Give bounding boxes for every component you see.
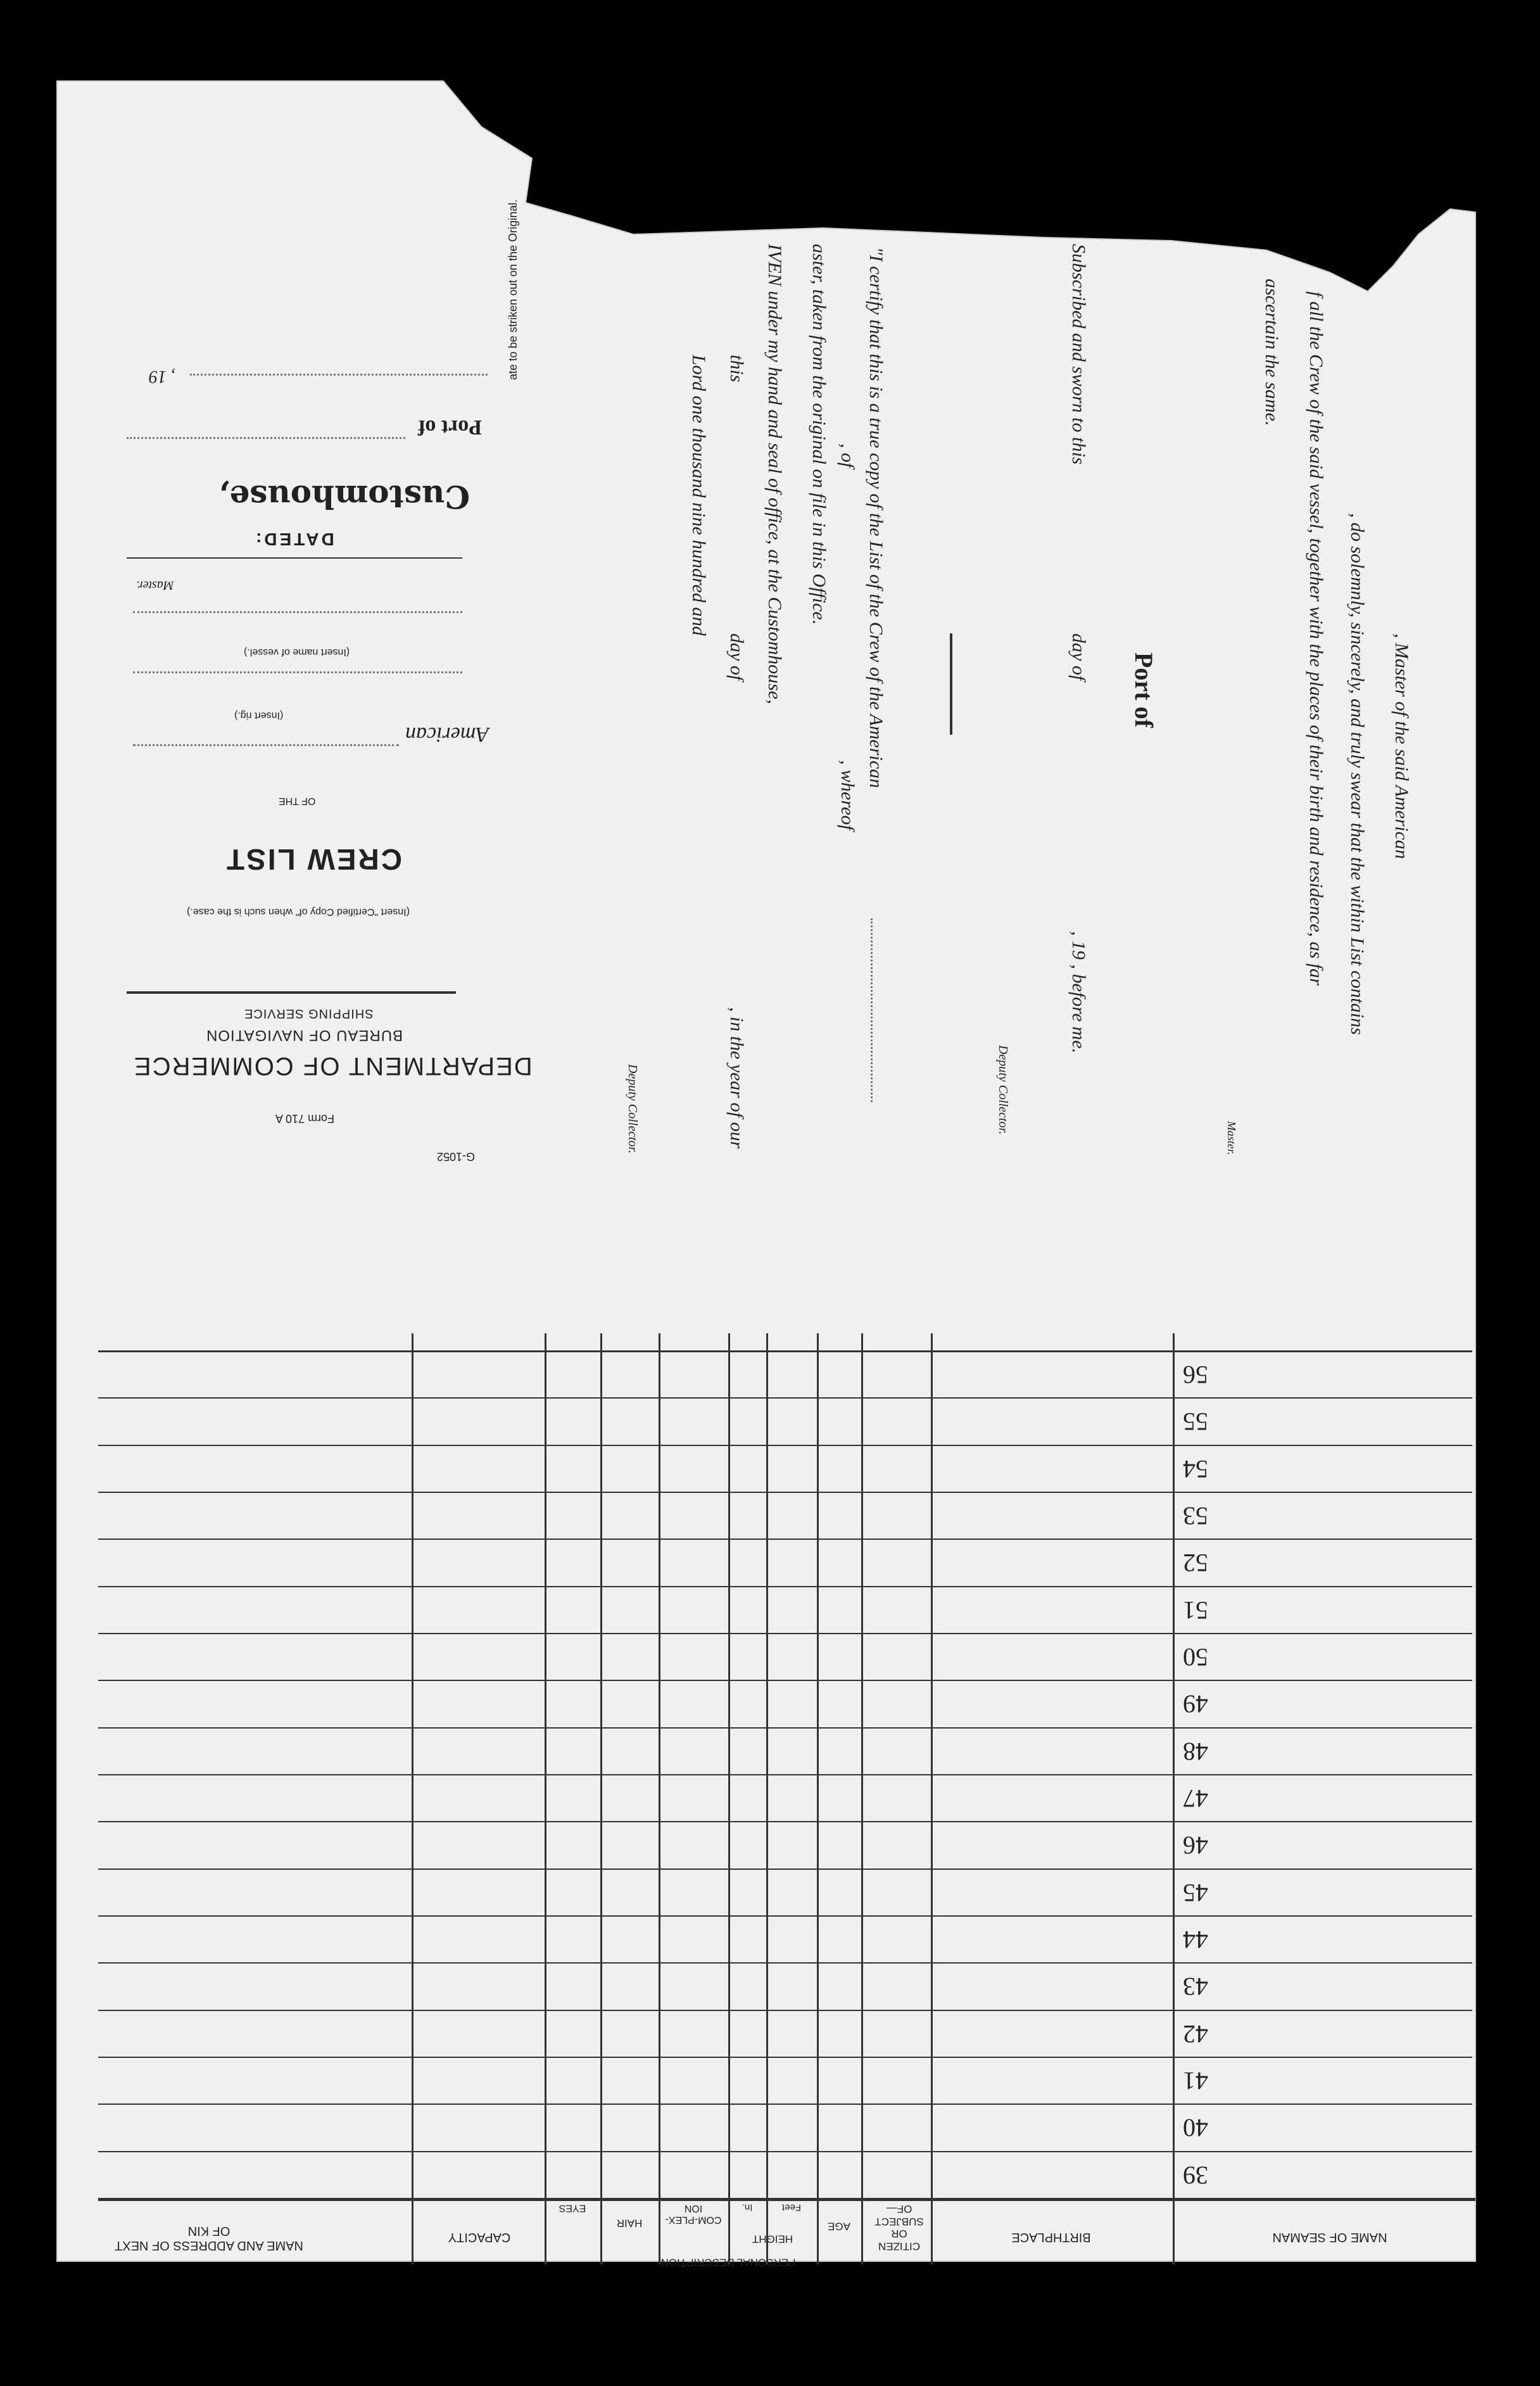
col-divider-birthplace bbox=[1173, 1333, 1175, 2264]
certify-of: , of bbox=[837, 443, 858, 468]
row-number: 39 bbox=[1183, 2161, 1208, 2190]
oath-day-of: day of bbox=[1068, 633, 1089, 681]
row-number: 41 bbox=[1183, 2067, 1208, 2095]
table-row bbox=[98, 1445, 1472, 1446]
header-complexion: COM-PLEX-ION bbox=[665, 2202, 722, 2225]
customhouse-label: Customhouse, bbox=[218, 478, 470, 516]
crew-list-title: CREW LIST bbox=[225, 843, 402, 876]
row-number: 55 bbox=[1183, 1407, 1208, 1436]
master-label: Master. bbox=[136, 578, 174, 592]
port-of-label: Port of bbox=[418, 416, 483, 439]
header-eyes: EYES bbox=[559, 2202, 586, 2214]
nineteen-label: , 19 bbox=[149, 367, 175, 386]
header-birthplace: BIRTHPLACE bbox=[1011, 2230, 1091, 2244]
row-number: 51 bbox=[1183, 1596, 1208, 1625]
oath-subscribed: Subscribed and sworn to this bbox=[1068, 244, 1089, 465]
table-row bbox=[98, 1821, 1472, 1822]
service-title: SHIPPING SERVICE bbox=[244, 1006, 374, 1020]
certify-line-4: IVEN under my hand and seal of office, at the Customhouse, bbox=[764, 244, 785, 704]
table-row bbox=[98, 2104, 1472, 2105]
oath-before-me: , 19 , before me. bbox=[1068, 931, 1089, 1054]
header-height: HEIGHT bbox=[752, 2233, 793, 2245]
oath-line-1: , Master of the said American bbox=[1391, 633, 1412, 860]
table-row bbox=[98, 1492, 1472, 1493]
table-row bbox=[98, 1633, 1472, 1634]
table-row bbox=[98, 1962, 1472, 1964]
row-number: 40 bbox=[1183, 2114, 1208, 2142]
table-row bbox=[98, 2010, 1472, 2011]
form-number: Form 710 A bbox=[275, 1112, 335, 1125]
col-divider-kin bbox=[412, 1333, 413, 2264]
dated-label: DATED: bbox=[253, 530, 334, 549]
insert-vessel-note: (Insert name of vessel.) bbox=[244, 647, 350, 657]
of-the-label: OF THE bbox=[279, 796, 316, 806]
rule-dated bbox=[127, 557, 462, 559]
table-row bbox=[98, 2151, 1472, 2152]
row-number: 47 bbox=[1183, 1784, 1208, 1813]
date-line bbox=[190, 374, 488, 376]
header-age: AGE bbox=[828, 2220, 850, 2233]
insert-rig-note: (Insert rig.) bbox=[234, 710, 284, 721]
row-number: 56 bbox=[1183, 1361, 1208, 1389]
col-divider-eyes bbox=[600, 1333, 602, 2264]
certify-year-of-our: , in the year of our bbox=[726, 1007, 747, 1149]
header-personal-description: PERSONAL DESCRIPTION bbox=[660, 2256, 796, 2269]
row-number: 48 bbox=[1183, 1737, 1208, 1766]
col-divider-citizen bbox=[931, 1333, 933, 2264]
form-code: G-1052 bbox=[437, 1150, 476, 1163]
certify-line-3: aster, taken from the original on file in this Office. bbox=[809, 244, 830, 625]
col-divider-height-in bbox=[766, 1333, 768, 2264]
certify-this: this bbox=[726, 355, 747, 383]
oath-line-2: , do solemnly, sincerely, and truly swear that the within List contains bbox=[1347, 513, 1368, 1035]
oath-line-4: ascertain the same. bbox=[1261, 279, 1282, 426]
certify-deputy-collector: Deputy Collector. bbox=[626, 1064, 640, 1154]
header-next-of-kin: NAME AND ADDRESS OF NEXT OF KIN bbox=[115, 2224, 303, 2252]
row-number: 53 bbox=[1183, 1502, 1208, 1530]
col-divider-capacity bbox=[545, 1333, 546, 2264]
department-title: DEPARTMENT OF COMMERCE bbox=[133, 1052, 533, 1080]
certify-line-1: "I certify that this is a true copy of the List of the Crew of the American bbox=[866, 247, 887, 789]
table-row bbox=[98, 2198, 1472, 2199]
row-number: 54 bbox=[1183, 1455, 1208, 1483]
header-feet: Feet bbox=[782, 2202, 802, 2213]
oath-master-label: Master. bbox=[1225, 1121, 1238, 1155]
row-number: 42 bbox=[1183, 2020, 1208, 2048]
header-citizen: CITIZEN OR SUBJECT OF— bbox=[874, 2203, 924, 2253]
rig-line bbox=[133, 744, 399, 746]
row-number: 49 bbox=[1183, 1690, 1208, 1718]
row-number: 45 bbox=[1183, 1879, 1208, 1907]
header-hair: HAIR bbox=[616, 2217, 643, 2230]
certify-divider bbox=[950, 633, 952, 735]
table-row bbox=[98, 1397, 1472, 1399]
row-number: 50 bbox=[1183, 1643, 1208, 1672]
table-row bbox=[98, 1869, 1472, 1870]
table-row bbox=[98, 1586, 1472, 1587]
vessel-name-line bbox=[133, 671, 462, 673]
header-inches: In. bbox=[742, 2202, 753, 2213]
col-divider-height-ft bbox=[817, 1333, 819, 2264]
certified-note: (Insert "Certified Copy of" when such is the case.) bbox=[187, 906, 410, 917]
table-top-rule bbox=[98, 1350, 1472, 1352]
oath-deputy-collector: Deputy Collector. bbox=[996, 1045, 1010, 1135]
col-divider-complexion bbox=[728, 1333, 730, 2264]
certify-day-of: day of bbox=[726, 633, 747, 681]
american-label: American bbox=[405, 723, 489, 746]
oath-line-3: f all the Crew of the said vessel, together with the places of their birth and residence, as far bbox=[1306, 291, 1327, 986]
master-line bbox=[133, 611, 462, 613]
table-row bbox=[98, 1539, 1472, 1540]
row-number: 43 bbox=[1183, 1972, 1208, 2001]
row-number: 44 bbox=[1183, 1926, 1208, 1954]
table-row bbox=[98, 2057, 1472, 2058]
certify-line-6: Lord one thousand nine hundred and bbox=[688, 355, 709, 636]
table-row bbox=[98, 1727, 1472, 1729]
bureau-title: BUREAU OF NAVIGATION bbox=[206, 1027, 403, 1044]
rule-double bbox=[127, 991, 456, 994]
col-divider-hair bbox=[659, 1333, 660, 2264]
table-row bbox=[98, 1915, 1472, 1917]
header-name-of-seaman: NAME OF SEAMAN bbox=[1272, 2230, 1387, 2244]
oath-port-of: Port of bbox=[1130, 652, 1158, 728]
row-number: 52 bbox=[1183, 1549, 1208, 1577]
header-capacity: CAPACITY bbox=[448, 2230, 511, 2244]
table-row bbox=[98, 1774, 1472, 1775]
table-row bbox=[98, 1680, 1472, 1681]
certify-whereof: , whereof bbox=[837, 760, 858, 830]
strike-note: ate to be striken out on the Original. bbox=[507, 199, 519, 380]
port-line bbox=[127, 437, 405, 439]
col-divider-age bbox=[861, 1333, 863, 2264]
row-number: 46 bbox=[1183, 1831, 1208, 1860]
certify-vessel-line bbox=[871, 918, 873, 1102]
